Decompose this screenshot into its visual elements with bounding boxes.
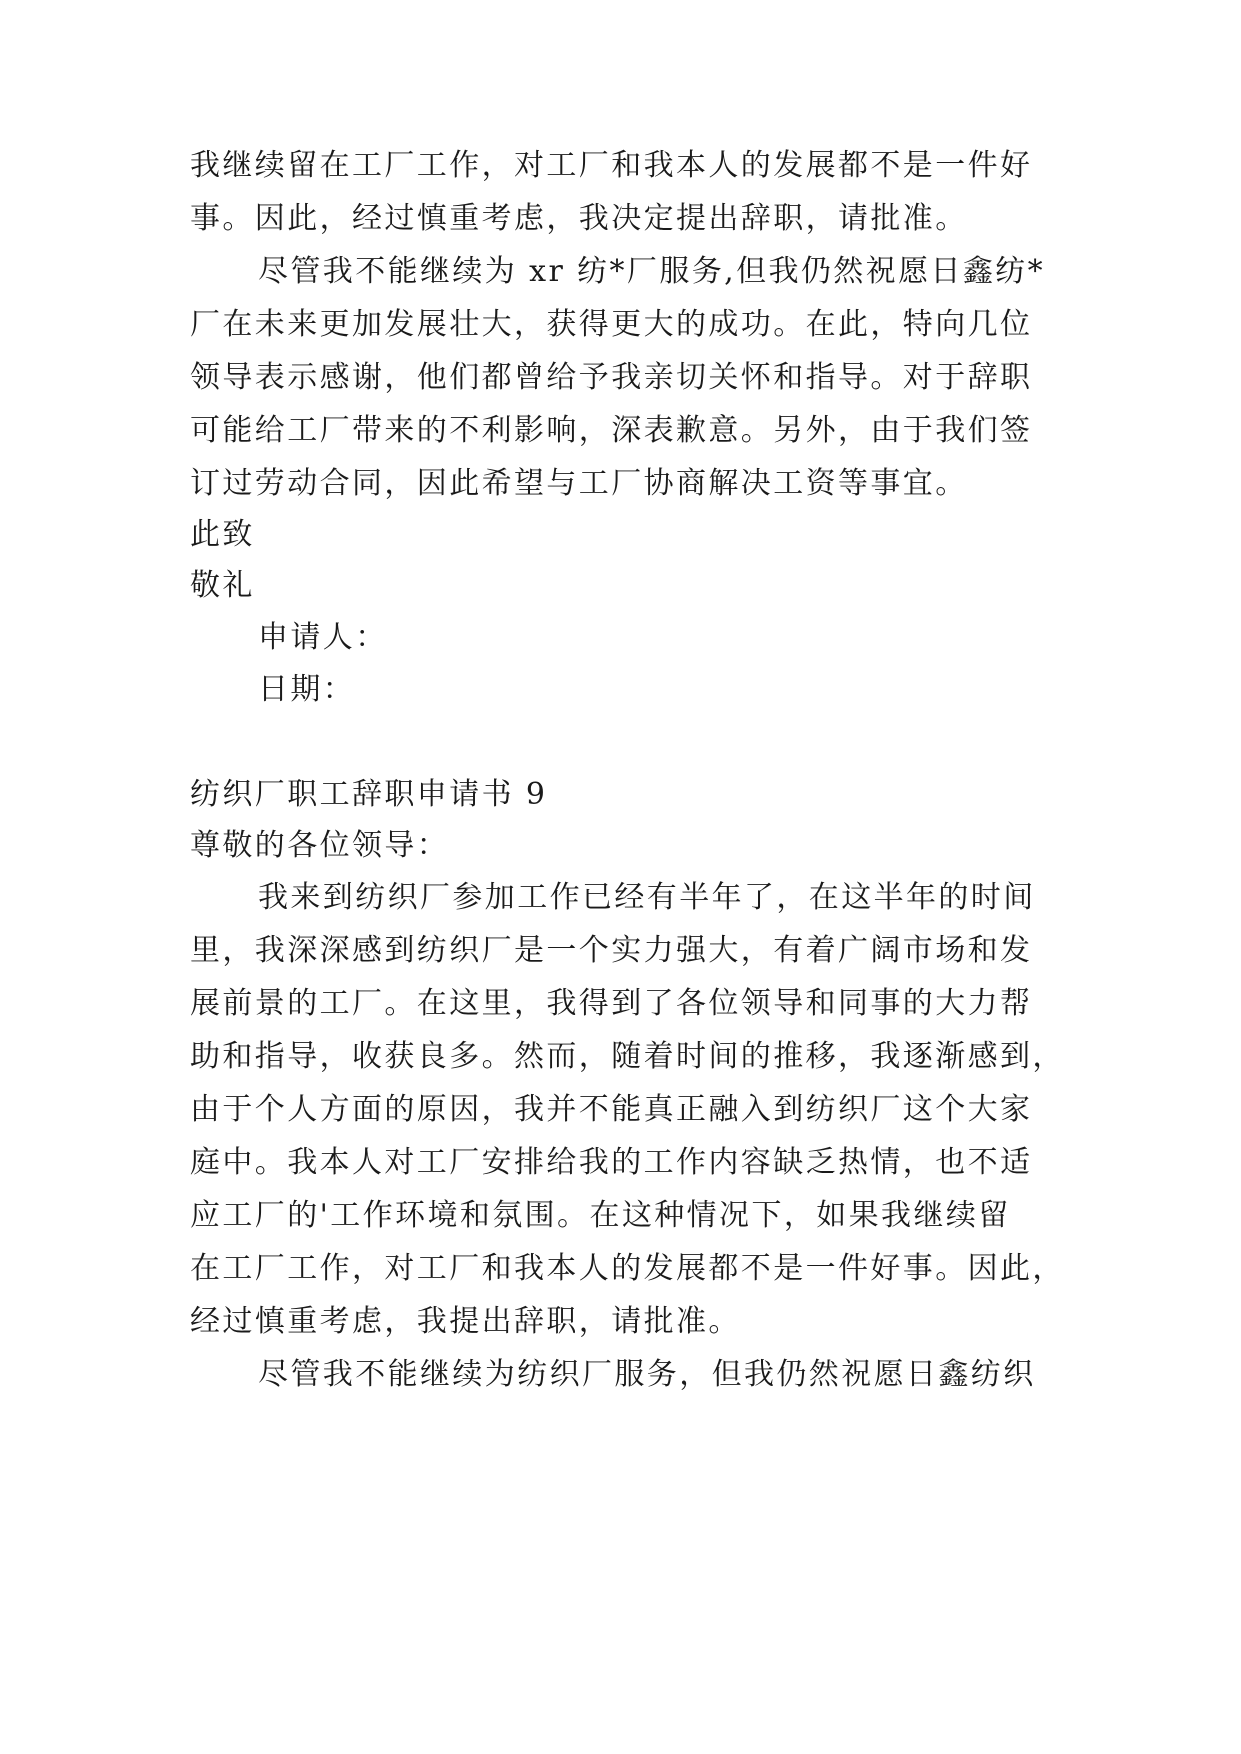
paragraph-line: 庭中。我本人对工厂安排给我的工作内容缺乏热情，也不适 (190, 1145, 1033, 1180)
paragraph-line: 里，我深深感到纺织厂是一个实力强大，有着广阔市场和发 (190, 933, 1033, 968)
paragraph-line: 我来到纺织厂参加工作已经有半年了，在这半年的时间 (258, 880, 1036, 915)
paragraph-line: 由于个人方面的原因，我并不能真正融入到纺织厂这个大家 (190, 1092, 1033, 1127)
paragraph-line: 应工厂的'工作环境和氛围。在这种情况下，如果我继续留 (190, 1198, 1011, 1233)
paragraph-line: 事。因此，经过慎重考虑，我决定提出辞职，请批准。 (190, 201, 968, 236)
paragraph-line: 展前景的工厂。在这里，我得到了各位领导和同事的大力帮 (190, 986, 1033, 1021)
applicant-label: 申请人： (258, 620, 388, 655)
paragraph-line: 助和指导，收获良多。然而，随着时间的推移，我逐渐感到， (190, 1039, 1065, 1074)
salutation: 尊敬的各位领导： (190, 828, 450, 863)
date-label: 日期： (258, 672, 356, 707)
paragraph-line: 领导表示感谢，他们都曾给予我亲切关怀和指导。对于辞职 (190, 360, 1033, 395)
paragraph-line: 厂在未来更加发展壮大，获得更大的成功。在此，特向几位 (190, 307, 1033, 342)
paragraph-line: 我继续留在工厂工作，对工厂和我本人的发展都不是一件好 (190, 148, 1033, 183)
paragraph-line: 尽管我不能继续为 xr 纺*厂服务,但我仍然祝愿日鑫纺* (258, 254, 1046, 289)
letter-title: 纺织厂职工辞职申请书 9 (190, 777, 548, 812)
paragraph-line: 在工厂工作，对工厂和我本人的发展都不是一件好事。因此， (190, 1251, 1065, 1286)
paragraph-line: 可能给工厂带来的不利影响，深表歉意。另外，由于我们签 (190, 413, 1033, 448)
paragraph-line: 订过劳动合同，因此希望与工厂协商解决工资等事宜。 (190, 466, 968, 501)
closing-text: 此致 (190, 517, 255, 552)
paragraph-line: 经过慎重考虑，我提出辞职，请批准。 (190, 1304, 741, 1339)
regards-text: 敬礼 (190, 568, 255, 603)
paragraph-line: 尽管我不能继续为纺织厂服务，但我仍然祝愿日鑫纺织 (258, 1357, 1036, 1392)
